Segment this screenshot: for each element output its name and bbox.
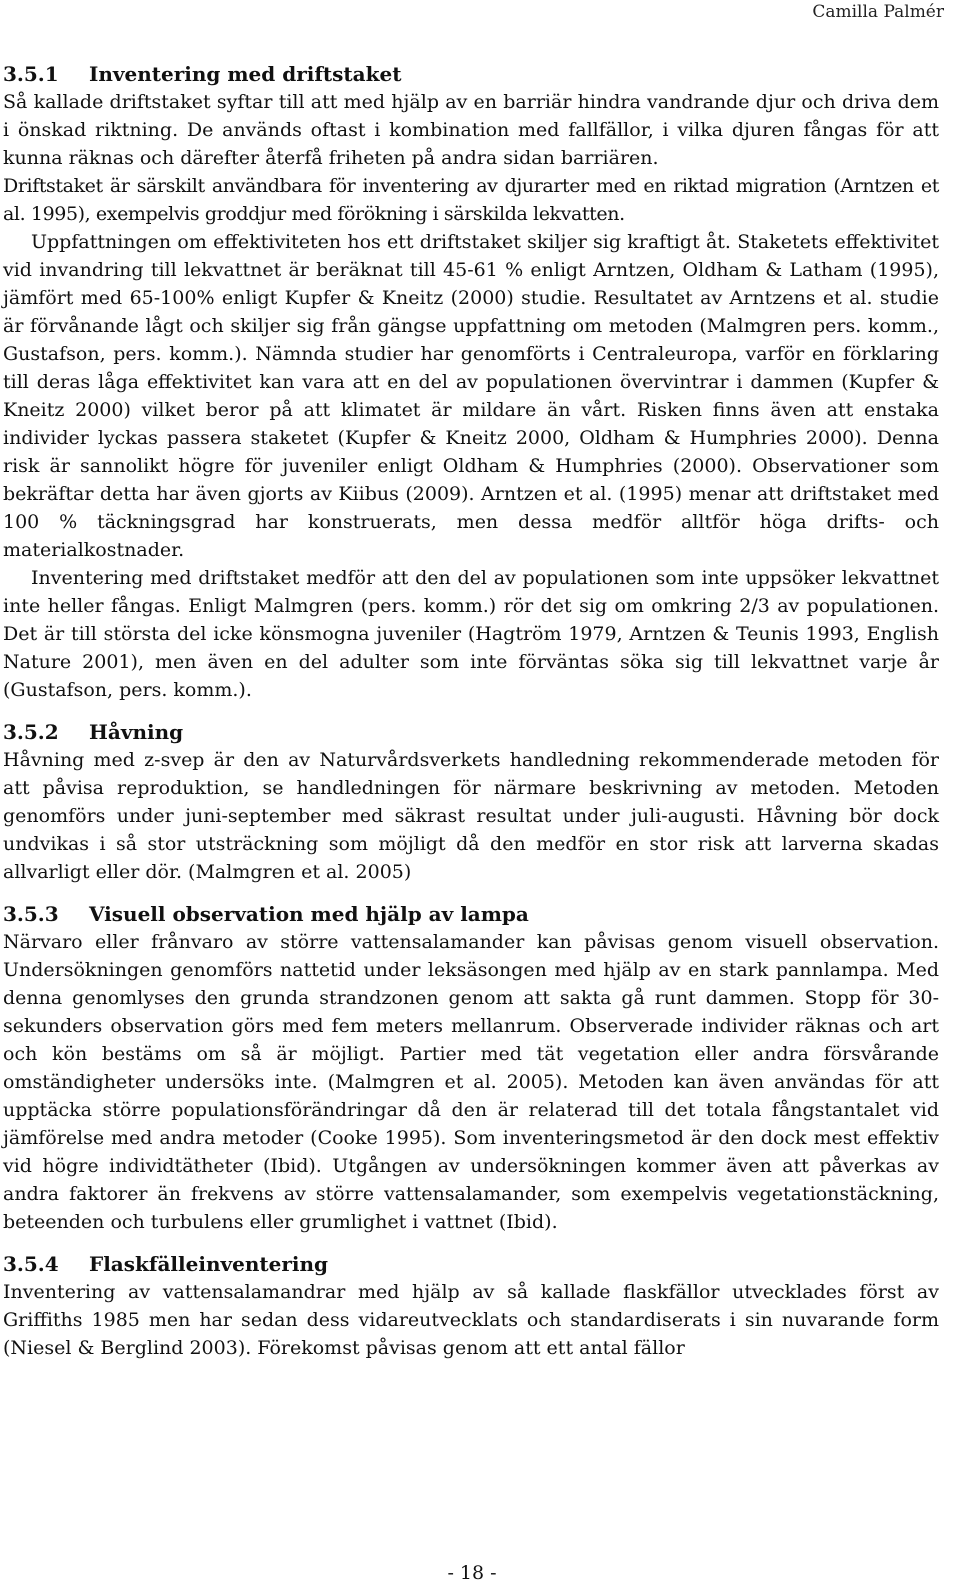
- section-number: 3.5.4: [3, 1252, 59, 1276]
- section-heading-3-5-2: [3, 718, 939, 746]
- section-title: Håvning: [89, 720, 184, 744]
- section-number: 3.5.2: [3, 720, 59, 744]
- paragraph: Inventering av vattensalamandrar med hjälp av så kallade flaskfällor utvecklades först av Griffiths 1985 men har sedan dess vidareutvecklats och standardiserats i sin nuvarande form (Niesel & Berglind 2003). Förekomst påvisas genom att ett antal fällor: [3, 1281, 939, 1359]
- section-title: Visuell observation med hjälp av lampa: [89, 902, 529, 926]
- section-heading-3-5-4: [3, 1250, 939, 1278]
- section-heading-3-5-3: [3, 900, 939, 928]
- section-gap: [3, 1236, 939, 1250]
- section-gap: [3, 704, 939, 718]
- page-number: - 18 -: [447, 1562, 497, 1584]
- paragraph: Håvning med z-svep är den av Naturvårdsverkets handledning rekommenderade metoden för att påvisa reproduktion, se handledningen för närmare beskrivning av metoden. Metoden genomförs under juni-september med säkrast resultat under juli-augusti. Håvning bör dock undvikas i så stor utsträckning som möjligt då den medför en stor risk att larverna skadas allvarligt eller dör. (Malmgren et al. 2005): [3, 749, 939, 883]
- paragraph: Närvaro eller frånvaro av större vattensalamander kan påvisas genom visuell observation. Undersökningen genomförs nattetid under leksäsongen med hjälp av en stark pannlampa. Med denna genomlyses den grunda strandzonen genom att sakta gå runt dammen. Stopp för 30-sekunders observation görs med fem meters mellanrum. Observerade individer räknas och art och kön bestäms om så är möjligt. Partier med tät vegetation eller andra försvårande omständigheter undersöks inte. (Malmgren et al. 2005). Metoden kan även användas för att upptäcka större populationsförändringar då den är relaterad till det totala fångstantalet vid jämförelse med andra metoder (Cooke 1995). Som inventeringsmetod är den dock mest effektiv vid högre individtätheter (Ibid). Utgången av undersökningen kommer även att påverkas av andra faktorer än frekvens av större vattensalamander, som exempelvis vegetationstäckning, beteenden och turbulens eller grumlighet i vattnet (Ibid).: [3, 931, 939, 1233]
- paragraph: Inventering med driftstaket medför att den del av populationen som inte uppsöker lekvattnet inte heller fångas. Enligt Malmgren (pers. komm.) rör det sig om omkring 2/3 av populationen. Det är till största del icke könsmogna juveniler (Hagtröm 1979, Arntzen & Teunis 1993, English Nature 2001), men även en del adulter som inte förväntas söka sig till lekvattnet varje år (Gustafson, pers. komm.).: [3, 567, 939, 701]
- section-number: 3.5.1: [3, 62, 59, 86]
- page-content: [3, 60, 939, 1362]
- section-gap: [3, 886, 939, 900]
- section-number: 3.5.3: [3, 902, 59, 926]
- paragraph: Uppfattningen om effektiviteten hos ett driftstaket skiljer sig kraftigt åt. Staketets effektivitet vid invandring till lekvattnet är beräknat till 45-61 % enligt Arntzen, Oldham & Latham (1995), jämfört med 65-100% enligt Kupfer & Kneitz (2000) studie. Resultatet av Arntzens et al. studie är förvånande lågt och skiljer sig från gängse uppfattning om metoden (Malmgren pers. komm., Gustafson, pers. komm.). Nämnda studier har genomförts i Centraleuropa, varför en förklaring till deras låga effektivitet kan vara att en del av populationen övervintrar i dammen (Kupfer & Kneitz 2000) vilket beror på att klimatet är mildare än vårt. Risken finns även att enstaka individer lyckas passera staketet (Kupfer & Kneitz 2000, Oldham & Humphries 2000). Denna risk är sannolikt högre för juveniler enligt Oldham & Humphries (2000). Observationer som bekräftar detta har även gjorts av Kiibus (2009). Arntzen et al. (1995) menar att driftstaket med 100 % täckningsgrad har konstruerats, men dessa medför alltför höga drifts- och materialkostnader.: [3, 231, 939, 561]
- section-title: Inventering med driftstaket: [89, 62, 402, 86]
- section-heading-3-5-1: [3, 60, 939, 88]
- paragraph: Driftstaket är särskilt användbara för inventering av djurarter med en riktad migration (Arntzen et al. 1995), exempelvis groddjur med förökning i särskilda lekvatten.: [3, 175, 939, 225]
- section-title: Flaskfälleinventering: [89, 1252, 329, 1276]
- paragraph: Så kallade driftstaket syftar till att med hjälp av en barriär hindra vandrande djur och driva dem i önskad riktning. De används oftast i kombination med fallfällor, i vilka djuren fångas för att kunna räknas och därefter återfå friheten på andra sidan barriären.: [3, 91, 939, 169]
- running-header-author: Camilla Palmér: [812, 2, 944, 22]
